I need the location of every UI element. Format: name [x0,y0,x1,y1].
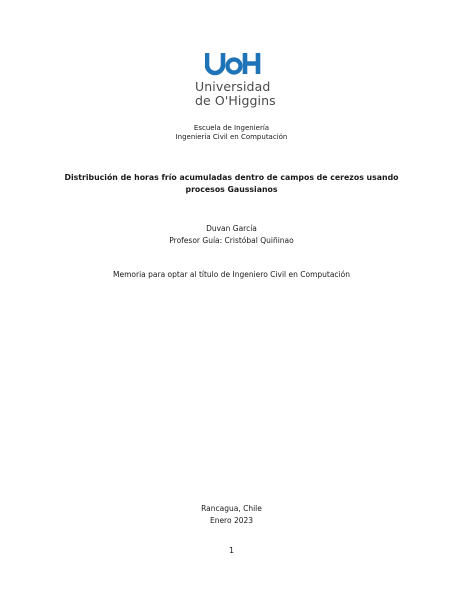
university-name-line2: de O'Higgins [195,93,276,108]
thesis-title-line1: Distribución de horas frío acumuladas dentro de campos de cerezos usando [64,173,399,182]
thesis-title [60,172,403,196]
thesis-purpose: Memoria para optar al título de Ingeniero Civil en Computación [113,270,350,279]
advisor-name: Profesor Guía: Cristóbal Quiñinao [169,236,294,245]
university-logo [195,50,276,112]
place-date [0,503,463,527]
university-name [195,79,276,108]
author-name: Duvan García [206,224,257,233]
program-name: Ingeniería Civil en Computación [175,133,288,141]
author-block [0,223,463,247]
page-number: 1 [228,546,235,555]
uoh-logo-mark-icon [205,50,261,78]
city: Rancagua, Chile [201,504,262,513]
thesis-title-line2: procesos Gaussianos [185,185,278,194]
date: Enero 2023 [209,516,254,525]
school-name: Escuela de Ingeniería [193,124,270,132]
school-info [0,124,463,142]
university-name-line1: Universidad [195,79,271,94]
